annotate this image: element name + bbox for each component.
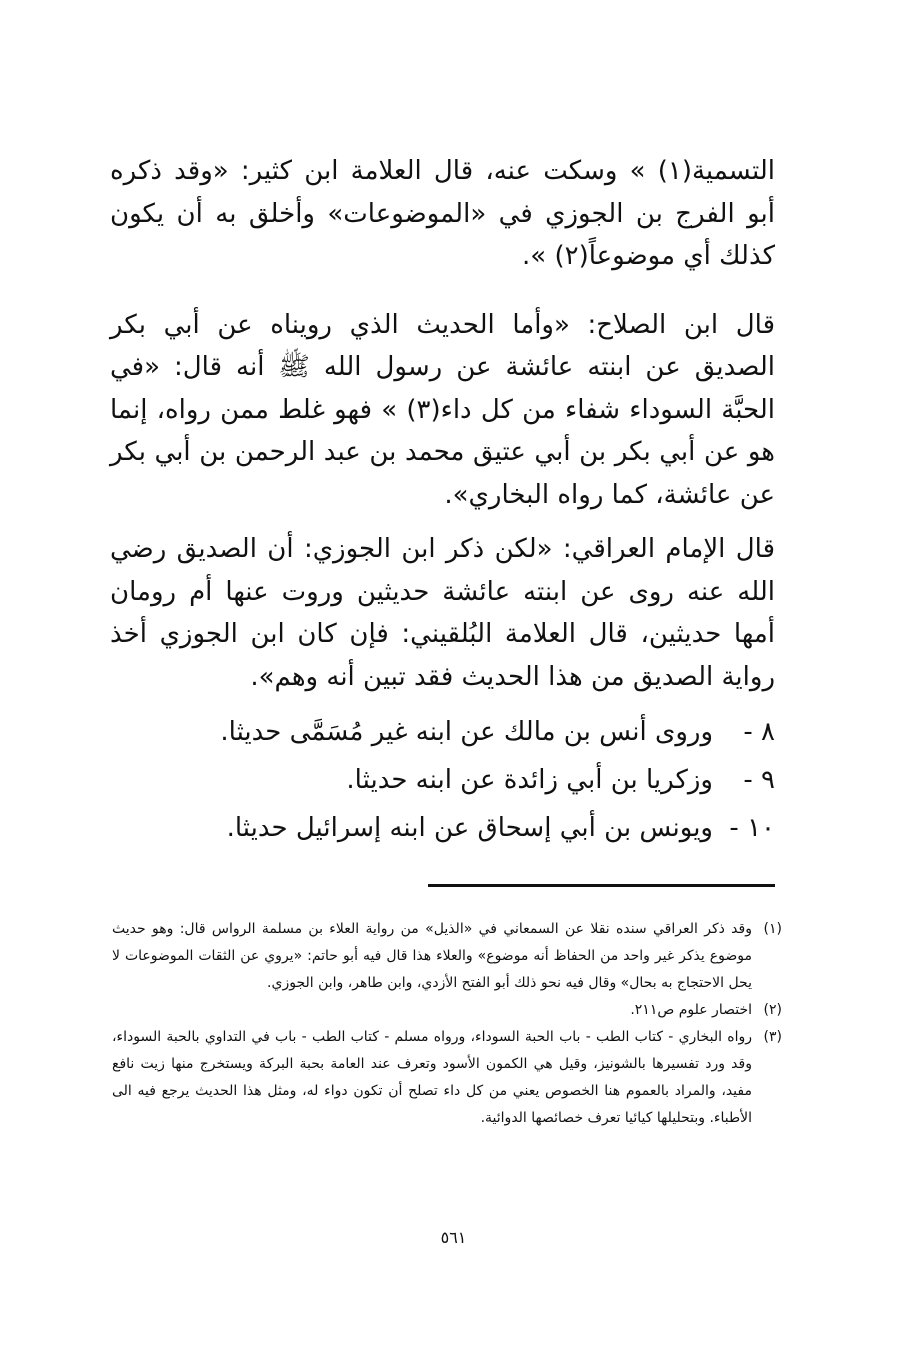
list-text: وروى أنس بن مالك عن ابنه غير مُسَمَّى حديثا. [220, 717, 713, 747]
page-number: ٥٦١ [440, 1228, 467, 1247]
paragraph-3: قال الإمام العراقي: «لكن ذكر ابن الجوزي: أن الصديق رضي الله عنه روى عن ابنته عائشة حديثين وروت عنها أم رومان أمها حديثين، قال العلامة البُلقيني: فإن كان ابن الجوزي أخذ رواية الصديق من هذا الحديث فقد تبين أنه وهم». [110, 534, 775, 692]
list-text: وزكريا بن أبي زائدة عن ابنه حديثا. [346, 765, 713, 795]
footnote [112, 1024, 782, 1132]
footnote [112, 997, 782, 1024]
main-text [110, 150, 775, 852]
list-number: ١٠ - [729, 813, 775, 843]
footnote-text: وقد ذكر العراقي سنده نقلا عن السمعاني في «الذيل» من رواية العلاء بن مسلمة الرواس قال: وهو حديث موضوع يذكر غير واحد من الحفاظ أنه موضوع» والعلاء هذا قال فيه أبو حاتم: «يروي عن الثقات الموضوعات لا يحل الاحتجاج به بحال» وقال فيه نحو ذلك أبو الفتح الأزدي، وابن طاهر، وابن الجوزي. [112, 921, 752, 991]
list-item [110, 804, 775, 852]
footnote-number: (٢) [763, 1002, 782, 1018]
paragraph-2: قال ابن الصلاح: «وأما الحديث الذي رويناه عن أبي بكر الصديق عن ابنته عائشة عن رسول الله ﷺ أنه قال: «في الحبَّة السوداء شفاء من كل داء(٣) » فهو غلط ممن رواه، إنما هو عن أبي بكر بن أبي عتيق محمد بن عبد الرحمن بن أبي بكر عن عائشة، كما رواه البخاري». [110, 309, 775, 510]
list-item [110, 708, 775, 756]
footnotes [112, 916, 782, 1132]
footnote-number: (١) [763, 921, 782, 937]
numbered-list [110, 708, 775, 852]
list-number: ٨ - [743, 717, 775, 747]
list-number: ٩ - [743, 765, 775, 795]
footnote [112, 916, 782, 997]
footnote-number: (٣) [763, 1029, 782, 1045]
paragraph-1: التسمية(١) » وسكت عنه، قال العلامة ابن كثير: «وقد ذكره أبو الفرج بن الجوزي في «الموضوعات» وأخلق به أن يكون كذلك أي موضوعاً(٢) ». [110, 156, 775, 271]
footnote-text: رواه البخاري - كتاب الطب - باب الحبة السوداء، ورواه مسلم - كتاب الطب - باب في التداوي بالحبة السوداء، وقد ورد تفسيرها بالشونيز، وقيل هي الكمون الأسود وتعرف عند العامة بحبة البركة ويستخرج منها زيت نافع مفيد، والمراد بالعموم هنا الخصوص يعني من كل داء تصلح أن تكون دواء له، ومثل هذا الحديث يرجع فيه الى الأطباء. وبتحليلها كيائيا تعرف خصائصها الدوائية. [112, 1029, 752, 1126]
list-text: ويونس بن أبي إسحاق عن ابنه إسرائيل حديثا. [226, 813, 713, 843]
list-item [110, 756, 775, 804]
footnote-separator [428, 884, 775, 887]
footnote-text: اختصار علوم ص٢١١. [630, 1002, 752, 1018]
